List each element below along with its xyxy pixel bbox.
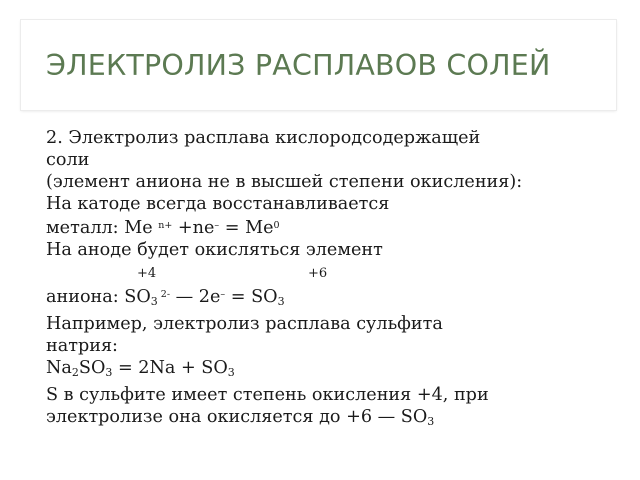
slide-title: ЭЛЕКТРОЛИЗ РАСПЛАВОВ СОЛЕЙ xyxy=(46,49,551,82)
anode-equation xyxy=(46,284,626,313)
anode-text: = SO xyxy=(225,286,278,307)
text-line-3: (элемент аниона не в высшей степени окисления): xyxy=(46,172,523,193)
electron-charge-superscript: – xyxy=(214,220,220,232)
anode-text: — 2e xyxy=(170,286,221,307)
cathode-text: = Me xyxy=(219,218,274,239)
text-line-13 xyxy=(46,406,626,433)
text-line-12: S в сульфите имеет степень окисления +4, при xyxy=(46,385,489,406)
subscript: 3 xyxy=(277,294,285,308)
anode-text: аниона: SO xyxy=(46,286,151,307)
oxidation-states-line xyxy=(46,262,626,284)
slide-body xyxy=(46,127,626,433)
text-line-1: 2. Электролиз расплава кислородсодержащей xyxy=(46,128,481,148)
equation-text: = 2Na + SO xyxy=(112,357,228,378)
zero-charge-superscript: 0 xyxy=(273,220,280,232)
text-line-10: натрия: xyxy=(46,335,118,356)
subscript: 3 xyxy=(150,294,158,308)
cathode-text: +ne xyxy=(172,218,215,239)
subscript: 3 xyxy=(427,415,435,429)
sulfite-equation xyxy=(46,357,626,384)
oxidation-state-label: +6 xyxy=(308,265,328,281)
electron-charge-superscript: – xyxy=(220,288,226,300)
equation-text: Na xyxy=(46,357,72,378)
subscript: 2 xyxy=(71,365,79,379)
subscript: 3 xyxy=(227,365,235,379)
text-line-6: На аноде будет окисляться элемент xyxy=(46,240,383,261)
charge-superscript: n+ xyxy=(158,220,173,232)
subscript: 3 xyxy=(105,365,113,379)
charge-superscript: 2- xyxy=(157,288,171,300)
oxidation-state-label: +4 xyxy=(137,265,157,281)
text-line-9: Например, электролиз расплава сульфита xyxy=(46,313,443,334)
title-box xyxy=(21,20,616,110)
conclusion-text: электролизе она окисляется до +6 — SO xyxy=(46,407,428,428)
text-line-4: На катоде всегда восстанавливается xyxy=(46,194,390,215)
cathode-equation xyxy=(46,215,626,239)
text-line-2: соли xyxy=(46,150,90,171)
cathode-text: металл: Me xyxy=(46,218,159,239)
equation-text: SO xyxy=(78,357,106,378)
